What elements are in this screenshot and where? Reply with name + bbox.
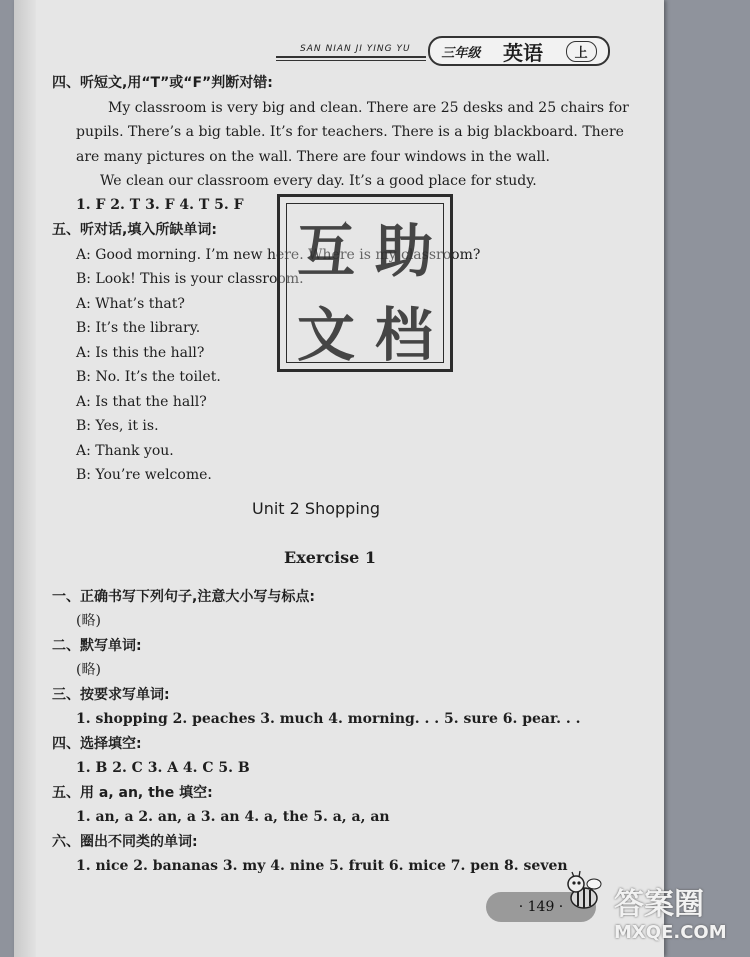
watermark-cn: 答案圈 xyxy=(614,887,704,922)
passage-line-2: pupils. There’s a big table. It’s for teachers. There is a big blackboard. There xyxy=(76,124,624,140)
exercise-answer-6: 1. nice 2. bananas 3. my 4. nine 5. fruit 6. mice 7. pen 8. seven xyxy=(76,858,568,874)
dialogue-line-1: A: Good morning. I’m new here. Where is my classroom? xyxy=(76,247,481,263)
watermark-stamp xyxy=(277,194,453,372)
dialogue-line-2: B: Look! This is your classroom. xyxy=(76,271,304,287)
exercise-heading-4: 四、选择填空: xyxy=(52,736,142,752)
header-pinyin: SAN NIAN JI YING YU xyxy=(300,44,411,54)
dialogue-line-5: A: Is this the hall? xyxy=(76,345,205,361)
header-term: 上 xyxy=(566,41,597,62)
passage-line-4: We clean our classroom every day. It’s a good place for study. xyxy=(100,173,537,189)
section4-answers: 1. F 2. T 3. F 4. T 5. F xyxy=(76,197,244,213)
exercise-answer-5: 1. an, a 2. an, a 3. an 4. a, the 5. a, a, an xyxy=(76,809,390,825)
exercise-heading-6: 六、圈出不同类的单词: xyxy=(52,834,198,850)
stamp-char-4: 档 xyxy=(374,301,433,369)
exercise-answer-3: 1. shopping 2. peaches 3. much 4. morning. . . 5. sure 6. pear. . . xyxy=(76,711,581,727)
dialogue-line-8: B: Yes, it is. xyxy=(76,418,159,434)
header-badge xyxy=(428,36,610,66)
passage-line-3: are many pictures on the wall. There are four windows in the wall. xyxy=(76,149,550,165)
exercise-heading-3: 三、按要求写单词: xyxy=(52,687,170,703)
section5-heading: 五、听对话,填入所缺单词: xyxy=(52,222,217,238)
exercise-heading-1: 一、正确书写下列句子,注意大小写与标点: xyxy=(52,589,315,605)
stamp-char-3: 文 xyxy=(296,301,355,369)
header-grade: 三年级 xyxy=(441,45,481,61)
watermark-url: MXQE.COM xyxy=(614,922,727,943)
dialogue-line-4: B: It’s the library. xyxy=(76,320,201,336)
page-number: · 149 · xyxy=(486,892,596,922)
exercise-title: Exercise 1 xyxy=(284,548,377,567)
dialogue-line-9: A: Thank you. xyxy=(76,443,174,459)
exercise-answer-2: (略) xyxy=(76,662,101,678)
exercise-answer-1: (略) xyxy=(76,613,101,629)
page-spine xyxy=(14,0,36,957)
unit-title: Unit 2 Shopping xyxy=(252,499,381,518)
exercise-answer-4: 1. B 2. C 3. A 4. C 5. B xyxy=(76,760,250,776)
section4-heading: 四、听短文,用“T”或“F”判断对错: xyxy=(52,75,273,91)
header-subject: 英语 xyxy=(503,40,543,65)
running-header xyxy=(276,34,616,66)
stamp-char-2: 助 xyxy=(374,217,433,285)
dialogue-line-7: A: Is that the hall? xyxy=(76,394,207,410)
passage-line-1: My classroom is very big and clean. There are 25 desks and 25 chairs for xyxy=(108,100,629,116)
dialogue-line-3: A: What’s that? xyxy=(76,296,185,312)
dialogue-line-6: B: No. It’s the toilet. xyxy=(76,369,221,385)
site-watermark xyxy=(614,888,744,954)
bee-mascot-icon xyxy=(560,868,606,914)
header-rule-thin xyxy=(276,60,426,61)
exercise-heading-5: 五、用 a, an, the 填空: xyxy=(52,785,213,801)
stamp-char-1: 互 xyxy=(296,217,355,285)
dialogue-line-10: B: You’re welcome. xyxy=(76,467,212,483)
exercise-heading-2: 二、默写单词: xyxy=(52,638,142,654)
header-rule xyxy=(276,56,426,58)
